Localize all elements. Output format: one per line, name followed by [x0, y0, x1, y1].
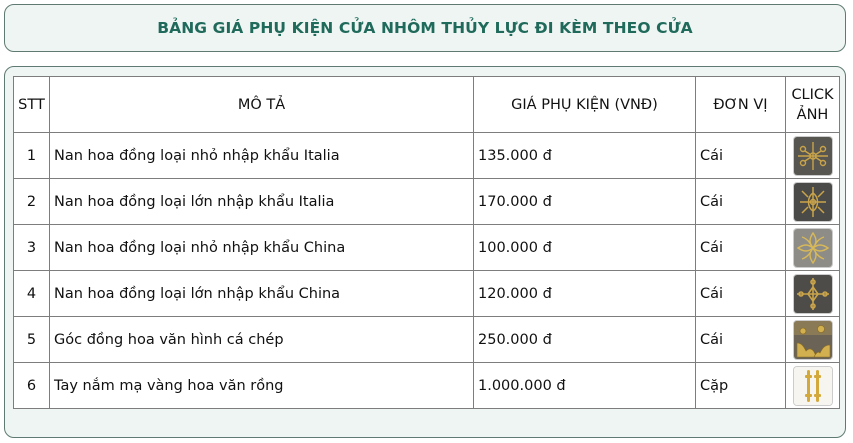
- cell-price: 170.000 đ: [474, 179, 696, 225]
- header-price: GIÁ PHỤ KIỆN (VNĐ): [474, 77, 696, 133]
- cell-unit: Cái: [696, 133, 786, 179]
- table-row: [14, 271, 840, 317]
- header-unit: ĐƠN VỊ: [696, 77, 786, 133]
- table-row: [14, 179, 840, 225]
- brass-ornament-cross-icon[interactable]: [794, 275, 832, 313]
- cell-unit: Cái: [696, 317, 786, 363]
- cell-stt: 5: [14, 317, 50, 363]
- cell-description: Nan hoa đồng loại lớn nhập khẩu Italia: [50, 179, 474, 225]
- cell-price: 120.000 đ: [474, 271, 696, 317]
- cell-image: [786, 133, 840, 179]
- cell-price: 1.000.000 đ: [474, 363, 696, 409]
- brass-ornament-small-icon[interactable]: [794, 137, 832, 175]
- cell-stt: 2: [14, 179, 50, 225]
- cell-image: [786, 179, 840, 225]
- header-click-line2: ẢNH: [796, 106, 829, 123]
- cell-description: Góc đồng hoa văn hình cá chép: [50, 317, 474, 363]
- price-table: [13, 76, 840, 409]
- brass-corner-carp-icon[interactable]: [794, 321, 832, 359]
- cell-image: [786, 363, 840, 409]
- cell-image: [786, 317, 840, 363]
- cell-image: [786, 225, 840, 271]
- price-table-panel: [4, 66, 846, 438]
- table-row: [14, 133, 840, 179]
- cell-price: 135.000 đ: [474, 133, 696, 179]
- header-click-image: [786, 77, 840, 133]
- cell-description: Tay nắm mạ vàng hoa văn rồng: [50, 363, 474, 409]
- cell-stt: 3: [14, 225, 50, 271]
- cell-description: Nan hoa đồng loại nhỏ nhập khẩu China: [50, 225, 474, 271]
- table-header-row: [14, 77, 840, 133]
- header-click-line1: CLICK: [791, 86, 834, 103]
- cell-unit: Cái: [696, 179, 786, 225]
- cell-description: Nan hoa đồng loại nhỏ nhập khẩu Italia: [50, 133, 474, 179]
- cell-image: [786, 271, 840, 317]
- table-row: [14, 225, 840, 271]
- cell-unit: Cặp: [696, 363, 786, 409]
- cell-unit: Cái: [696, 271, 786, 317]
- header-stt: STT: [14, 77, 50, 133]
- brass-ornament-large-icon[interactable]: [794, 183, 832, 221]
- cell-stt: 6: [14, 363, 50, 409]
- cell-price: 250.000 đ: [474, 317, 696, 363]
- table-row: [14, 363, 840, 409]
- cell-description: Nan hoa đồng loại lớn nhập khẩu China: [50, 271, 474, 317]
- cell-stt: 4: [14, 271, 50, 317]
- cell-stt: 1: [14, 133, 50, 179]
- header-description: MÔ TẢ: [50, 77, 474, 133]
- page-title: BẢNG GIÁ PHỤ KIỆN CỬA NHÔM THỦY LỰC ĐI KÈM THEO CỬA: [157, 19, 693, 37]
- brass-ornament-flower-icon[interactable]: [794, 229, 832, 267]
- cell-price: 100.000 đ: [474, 225, 696, 271]
- title-banner: [4, 4, 846, 52]
- table-row: [14, 317, 840, 363]
- gold-door-handle-icon[interactable]: [794, 367, 832, 405]
- cell-unit: Cái: [696, 225, 786, 271]
